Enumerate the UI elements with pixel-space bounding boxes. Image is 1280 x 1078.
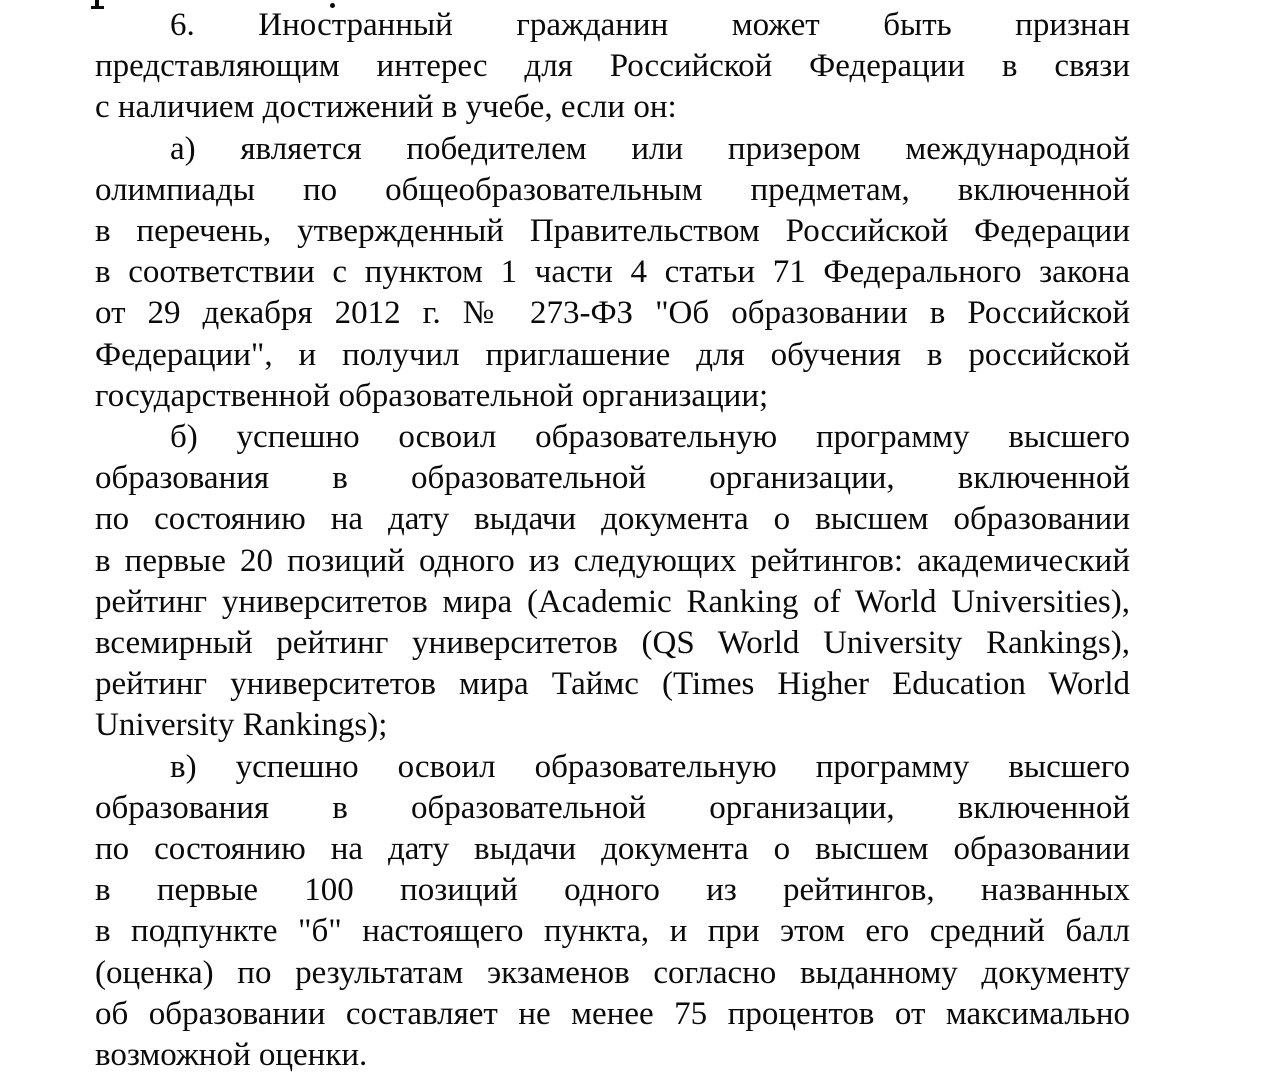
text-line: а) является победителем или призером международной <box>170 130 1130 167</box>
paragraph-subpoint-v <box>95 747 1130 1077</box>
text-line: олимпиады по общеобразовательным предметам, включенной <box>95 171 1130 208</box>
text-line: в первые 100 позиций одного из рейтингов, названных <box>95 872 1130 909</box>
paragraph-point-6-intro <box>95 5 1130 129</box>
text-line: (оценка) по результатам экзаменов согласно выданному документу <box>95 954 1130 991</box>
paragraph-subpoint-b <box>95 417 1130 747</box>
text-line: образования в образовательной организации, включенной <box>95 460 1130 497</box>
text-block <box>95 5 1130 1076</box>
text-line: 6. Иностранный гражданин может быть признан <box>170 7 1130 43</box>
text-line: б) успешно освоил образовательную программу высшего <box>170 419 1130 456</box>
text-line: в) успешно освоил образовательную программу высшего <box>170 748 1130 785</box>
text-line: возможной оценки. <box>95 1037 368 1074</box>
text-line: Федерации", и получил приглашение для обучения в российской <box>95 336 1130 373</box>
text-line: в перечень, утвержденный Правительством Российской Федерации <box>95 213 1130 250</box>
paragraph-subpoint-a <box>95 129 1130 417</box>
text-line: представляющим интерес для Российской Федерации в связи <box>95 48 1130 85</box>
text-line: образования в образовательной организации, включенной <box>95 789 1130 826</box>
text-line: по состоянию на дату выдачи документа о высшем образовании <box>95 831 1130 868</box>
text-line: об образовании составляет не менее 75 процентов от максимально <box>95 995 1130 1032</box>
text-line: по состоянию на дату выдачи документа о высшем образовании <box>95 501 1130 538</box>
text-line: в первые 20 позиций одного из следующих рейтингов: академический <box>95 542 1130 579</box>
text-line: всемирный рейтинг университетов (QS World University Rankings), <box>95 625 1130 662</box>
text-line: University Rankings); <box>95 707 388 744</box>
text-line: с наличием достижений в учебе, если он: <box>95 89 677 126</box>
text-line: в подпункте "б" настоящего пункта, и при этом его средний балл <box>95 913 1130 950</box>
text-line: государственной образовательной организации; <box>95 377 769 414</box>
text-line: от 29 декабря 2012 г. № 273-ФЗ "Об образовании в Российской <box>95 295 1130 332</box>
text-line: рейтинг университетов мира Таймс (Times Higher Education World <box>95 666 1130 703</box>
text-line: рейтинг университетов мира (Academic Ranking of World Universities), <box>95 583 1130 620</box>
text-line: в соответствии с пунктом 1 части 4 статьи 71 Федерального закона <box>95 254 1130 291</box>
